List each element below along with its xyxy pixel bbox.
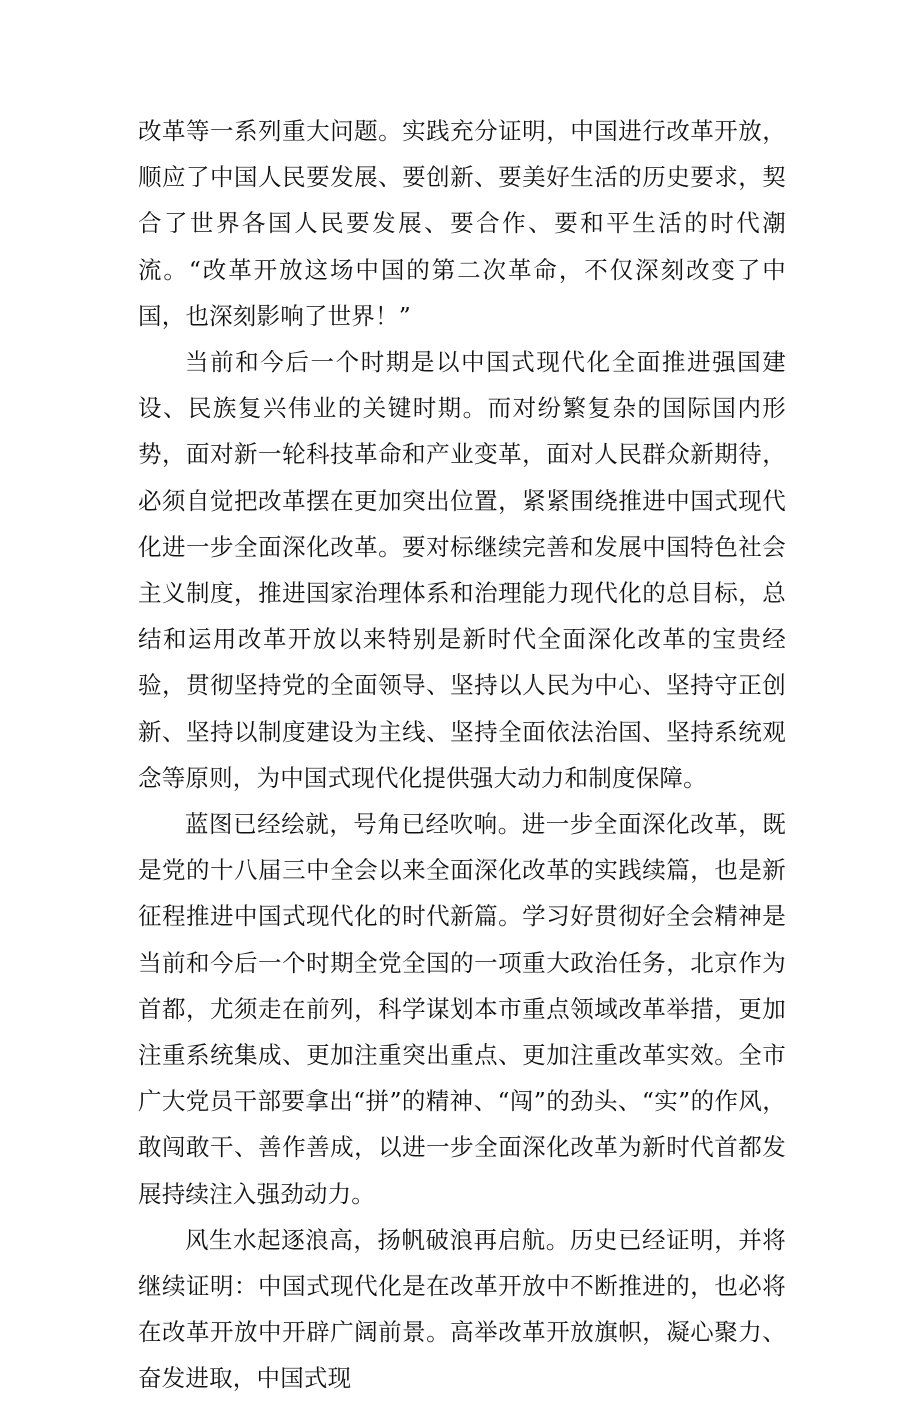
paragraph-2: 当前和今后一个时期是以中国式现代化全面推进强国建设、民族复兴伟业的关键时期。而对纷繁复杂的国际国内形势，面对新一轮科技革命和产业变革，面对人民群众新期待，必须自觉把改革摆在更加突出位置，紧紧围绕推进中国式现代化进一步全面深化改革。要对标继续完善和发展中国特色社会主义制度，推进国家治理体系和治理能力现代化的总目标，总结和运用改革开放以来特别是新时代全面深化改革的宝贵经验，贯彻坚持党的全面领导、坚持以人民为中心、坚持守正创新、坚持以制度建设为主线、坚持全面依法治国、坚持系统观念等原则，为中国式现代化提供强大动力和制度保障。 [138,348,786,792]
paragraph-1: 改革等一系列重大问题。实践充分证明，中国进行改革开放，顺应了中国人民要发展、要创新、要美好生活的历史要求，契合了世界各国人民要发展、要合作、要和平生活的时代潮流。“改革开放这场中国的第二次革命，不仅深刻改变了中国，也深刻影响了世界！” [138,117,786,330]
paragraph-3: 蓝图已经绘就，号角已经吹响。进一步全面深化改革，既是党的十八届三中全会以来全面深化改革的实践续篇，也是新征程推进中国式现代化的时代新篇。学习好贯彻好全会精神是当前和今后一个时期全党全国的一项重大政治任务，北京作为首都，尤须走在前列，科学谋划本市重点领域改革举措，更加注重系统集成、更加注重突出重点、更加注重改革实效。全市广大党员干部要拿出“拼”的精神、“闯”的劲头、“实”的作风，敢闯敢干、善作善成，以进一步全面深化改革为新时代首都发展持续注入强劲动力。 [138,810,786,1208]
paragraph-4: 风生水起逐浪高，扬帆破浪再启航。历史已经证明，并将继续证明：中国式现代化是在改革开放中不断推进的，也必将在改革开放中开辟广阔前景。高举改革开放旗帜，凝心聚力、奋发进取，中国式现 [138,1225,786,1393]
document-body [138,108,786,1402]
